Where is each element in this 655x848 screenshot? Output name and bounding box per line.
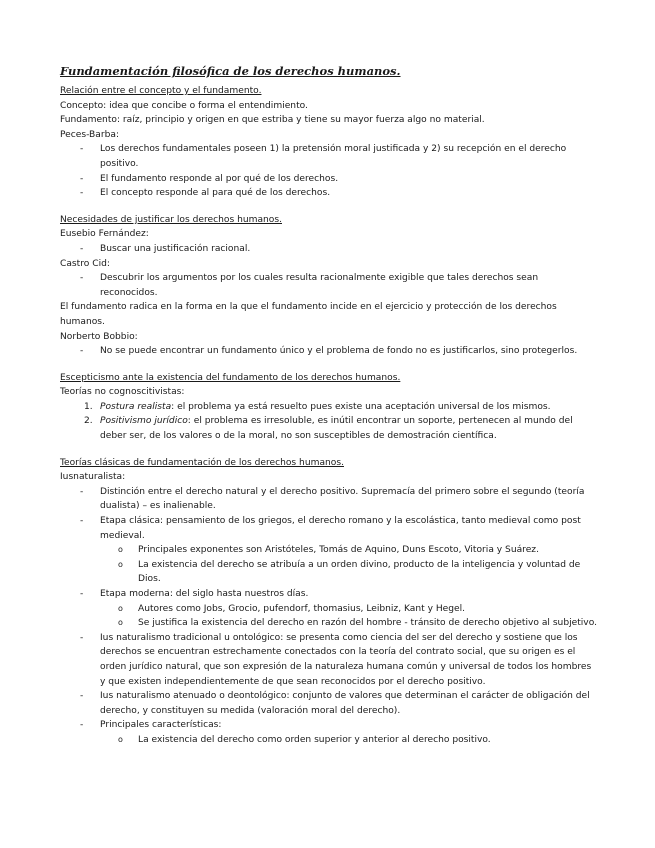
section-heading: Necesidades de justificar los derechos humanos.: [60, 214, 282, 225]
bullet-list: [60, 344, 595, 359]
section-heading: Escepticismo ante la existencia del fundamento de los derechos humanos.: [60, 372, 401, 383]
section-heading: Teorías clásicas de fundamentación de los derechos humanos.: [60, 457, 344, 468]
bullet-list: [60, 242, 595, 257]
paragraph: Eusebio Fernández:: [60, 229, 149, 240]
section-concepto-fundamento: [60, 84, 595, 201]
sub-list-item: o Autores como Jobs, Grocio, pufendorf, thomasius, Leibniz, Kant y Hegel.: [60, 602, 598, 617]
paragraph: Fundamento: raíz, principio y origen en que estriba y tiene su mayor fuerza algo no material.: [60, 115, 485, 126]
paragraph: Concepto: idea que concibe o forma el entendimiento.: [60, 100, 308, 111]
bullet-list: [60, 271, 595, 300]
paragraph: Iusnaturalista:: [60, 472, 126, 483]
list-item: [60, 414, 600, 443]
definition: : el problema es irresoluble, es inútil encontrar un soporte, pertenecen al mundo del deber ser, de los valores o de la moral, no son susceptibles de demostración científica.: [100, 416, 573, 442]
list-number: 1.: [84, 401, 93, 412]
section-escepticismo: [60, 371, 595, 444]
list-item: [60, 718, 595, 747]
paragraph: El fundamento radica en la forma en la que el fundamento incide en el ejercicio y protección de los derechos humanos.: [60, 302, 557, 327]
list-item: - No se puede encontrar un fundamento único y el problema de fondo no es justificarlos, sino protegerlos.: [60, 344, 600, 359]
definition: : el problema ya está resuelto pues existe una aceptación universal de los mismos.: [171, 401, 551, 412]
sub-list-item: o Se justifica la existencia del derecho en razón del hombre - tránsito de derecho objetivo al subjetivo.: [60, 616, 598, 631]
list-item: [60, 400, 600, 415]
term: Positivismo jurídico: [100, 416, 188, 427]
numbered-list: [60, 400, 595, 444]
section-necesidades: [60, 213, 595, 359]
list-item: [60, 514, 595, 587]
section-heading: Relación entre el concepto y el fundamento.: [60, 86, 262, 96]
list-item: - El fundamento responde al por qué de los derechos.: [60, 172, 595, 187]
sub-list-item: o La existencia del derecho se atribuía a un orden divino, producto de la inteligencia y voluntad de Dios.: [60, 558, 598, 587]
paragraph: Norberto Bobbio:: [60, 331, 138, 342]
list-item: - Ius naturalismo tradicional u ontológico: se presenta como ciencia del ser del derecho y sostiene que los derechos se encuentran estrechamente conectados con la teoría del contrato social, que su origen es el orden jurídico natural, que son expresión de la naturaleza humana común y universal de todos los hombres y que existen independientemente de que sean reconocidos por el derecho positivo.: [60, 631, 595, 689]
paragraph: Teorías no cognoscitivistas:: [60, 387, 185, 398]
list-item: [60, 587, 595, 631]
document-title: Fundamentación filosófica de los derechos humanos.: [60, 64, 401, 78]
sub-list: [100, 733, 595, 748]
list-item-text: Etapa moderna: del siglo hasta nuestros días.: [100, 589, 309, 599]
list-item: - Ius naturalismo atenuado o deontológico: conjunto de valores que determinan el carácter de obligación del derecho, y constituyen su medida (valoración moral del derecho).: [60, 689, 595, 718]
list-item-text: Etapa clásica: pensamiento de los griegos, el derecho romano y la escolástica, tanto medieval como post medieval.: [100, 516, 581, 541]
list-item-text: Principales características:: [100, 720, 222, 731]
bullet-list: [60, 142, 595, 200]
list-item: - Los derechos fundamentales poseen 1) la pretensión moral justificada y 2) su recepción en el derecho positivo.: [60, 142, 595, 171]
sub-list-item: o La existencia del derecho como orden superior y anterior al derecho positivo.: [60, 733, 598, 748]
list-item: - Distinción entre el derecho natural y el derecho positivo. Supremacía del primero sobre el segundo (teoría dualista) – es inalienable.: [60, 485, 595, 514]
list-item: - Buscar una justificación racional.: [60, 242, 595, 257]
sub-list: [100, 602, 595, 631]
paragraph: Peces-Barba:: [60, 129, 120, 140]
term: Postura realista: [100, 401, 172, 412]
list-item: - El concepto responde al para qué de los derechos.: [60, 186, 595, 201]
sub-list: [100, 543, 595, 587]
paragraph: Castro Cid:: [60, 258, 110, 269]
list-item: - Descubrir los argumentos por los cuales resulta racionalmente exigible que tales derechos sean reconocidos.: [60, 271, 560, 300]
section-teorias-clasicas: [60, 456, 595, 748]
bullet-list: [60, 485, 595, 748]
list-number: 2.: [84, 416, 93, 427]
sub-list-item: o Principales exponentes son Aristóteles, Tomás de Aquino, Duns Escoto, Vitoria y Suárez.: [60, 543, 598, 558]
